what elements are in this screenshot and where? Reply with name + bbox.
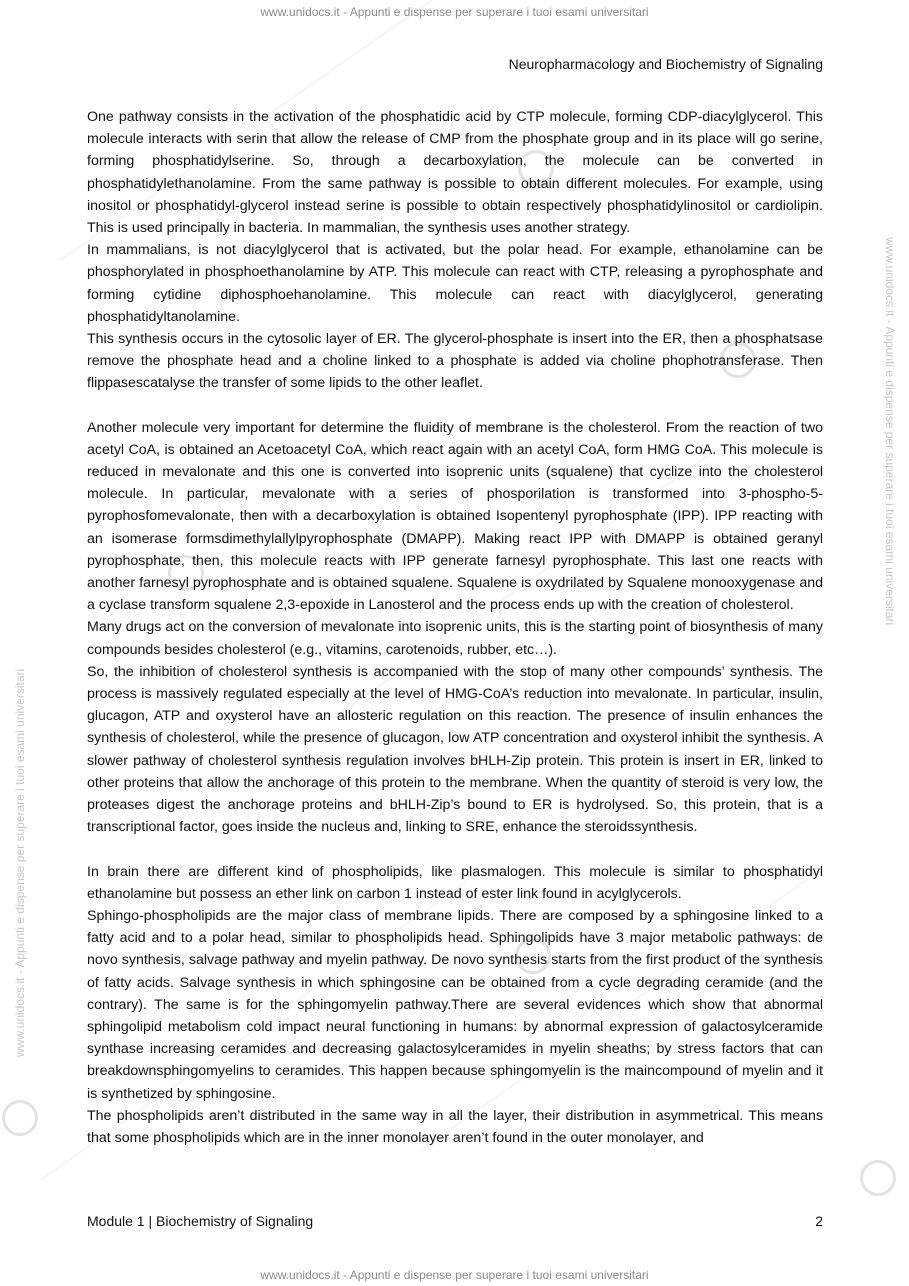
page-header-title: Neuropharmacology and Biochemistry of Signaling <box>508 56 823 72</box>
paragraph: Many drugs act on the conversion of mevalonate into isoprenic units, this is the starting point of biosynthesis of many compounds besides cholesterol (e.g., vitamins, carotenoids, rubber, etc…). <box>87 619 823 658</box>
watermark-bottom[interactable]: www.unidocs.it - Appunti e dispense per superare i tuoi esami universitari <box>260 1268 649 1282</box>
watermark-left: www.unidocs.it - Appunti e dispense per superare i tuoi esami universitari <box>13 668 27 1057</box>
watermark-top[interactable]: www.unidocs.it - Appunti e dispense per superare i tuoi esami universitari <box>260 5 649 19</box>
watermark-logo-icon <box>860 1160 896 1196</box>
page-number: 2 <box>815 1213 823 1229</box>
paragraph: One pathway consists in the activation of the phosphatidic acid by CTP molecule, forming CDP-diacylglycerol. This molecule interacts with serin that allow the release of CMP from the phosphate group and in its place will go serine, forming phosphatidylserine. So, through a decarboxylation, the molecule can be converted in phosphatidylethanolamine. From the same pathway is possible to obtain different molecules. For example, using inositol or phosphatidyl-glycerol instead serine is possible to obtain respectively phosphatidylinositol or cardiolipin. This is used principally in bacteria. In mammalian, the synthesis uses another strategy. <box>87 109 823 237</box>
paragraph: This synthesis occurs in the cytosolic layer of ER. The glycerol-phosphate is insert into the ER, then a phosphatsase remove the phosphate head and a choline linked to a phosphate is added via choline phophotransferase. Then flippasescatalyse the transfer of some lipids to the other leaflet. <box>87 331 823 392</box>
watermark-right: www.unidocs.it - Appunti e dispense per superare i tuoi esami universitari <box>883 237 897 626</box>
paragraph: The phospholipids aren’t distributed in the same way in all the layer, their distribution in asymmetrical. This means that some phospholipids which are in the inner monolayer aren’t found in the outer monolayer, and <box>87 1107 823 1146</box>
paragraph: In mammalians, is not diacylglycerol that is activated, but the polar head. For example, ethanolamine can be phosphorylated in phosphoethanolamine by ATP. This molecule can react with CTP, releasing a pyrophosphate and forming cytidine diphosphoehanolamine. This molecule can react with diacylglycerol, generating phosphatidyltanolamine. <box>87 242 823 325</box>
watermark-logo-icon <box>2 1100 38 1136</box>
paragraph: Another molecule very important for determine the fluidity of membrane is the cholesterol. From the reaction of two acetyl CoA, is obtained an Acetoacetyl CoA, which react again with an acetyl CoA, form HMG CoA. This molecule is reduced in mevalonate and this one is converted into isoprenic units (squalene) that cyclize into the cholesterol molecule. In particular, mevalonate with a series of phosporilation is transformed into 3-phospho-5-pyrophosfomevalonate, then with a decarboxylation is obtained Isopentenyl pyrophosphate (IPP). IPP reacting with an isomerase formsdimethylallylpyrophosphate (DMAPP). Making react IPP with DMAPP is obtained geranyl pyrophosphate, then, this molecule reacts with IPP generate farnesyl pyrophosphate. This last one reacts with another farnesyl pyrophosphate and is obtained squalene. Squalene is oxydrilated by Squalene monooxygenase and a cyclase transform squalene 2,3-epoxide in Lanosterol and the process ends up with the creation of cholesterol. <box>87 419 823 614</box>
paragraph-gap <box>87 395 823 417</box>
footer-module: Module 1 | Biochemistry of Signaling <box>87 1213 314 1229</box>
paragraph-gap <box>87 839 823 861</box>
paragraph: In brain there are different kind of phospholipids, like plasmalogen. This molecule is similar to phosphatidyl ethanolamine but possess an ether link on carbon 1 instead of ester link found in acylglycerols. <box>87 863 823 902</box>
paragraph: Sphingo-phospholipids are the major class of membrane lipids. There are composed by a sphingosine linked to a fatty acid and to a polar head, similar to phospholipids head. Sphingolipids have 3 major metabolic pathways: de novo synthesis, salvage pathway and myelin pathway. De novo synthesis starts from the first product of the synthesis of fatty acids. Salvage synthesis in which sphingosine can be obtained from a cycle degrading ceramide (and the contrary). The same is for the sphingomyelin pathway.There are several evidences which show that abnormal sphingolipid metabolism cold impact neural functioning in humans: by abnormal expression of galactosylceramide synthase increasing ceramides and decreasing galactosylceramides in myelin sheaths; by stress factors that can breakdownsphingomyelins to ceramides. This happen because sphingomyelin is the maincompound of myelin and it is synthetized by sphingosine. <box>87 907 823 1102</box>
paragraph: So, the inhibition of cholesterol synthesis is accompanied with the stop of many other compounds’ synthesis. The process is massively regulated especially at the level of HMG-CoA’s reduction into mevalonate. In particular, insulin, glucagon, ATP and oxysterol have an allosteric regulation on this reaction. The presence of insulin enhances the synthesis of cholesterol, while the presence of glucagon, low ATP concentration and oxysterol inhibit the synthesis. A slower pathway of cholesterol synthesis regulation involves bHLH-Zip protein. This protein is insert in ER, linked to other proteins that allow the anchorage of this protein to the membrane. When the quantity of steroid is very low, the proteases digest the anchorage proteins and bHLH-Zip’s bound to ER is hydrolysed. So, this protein, that is a transcriptional factor, goes inside the nucleus and, linking to SRE, enhance the steroidssynthesis. <box>87 663 823 836</box>
document-body <box>87 106 823 1149</box>
